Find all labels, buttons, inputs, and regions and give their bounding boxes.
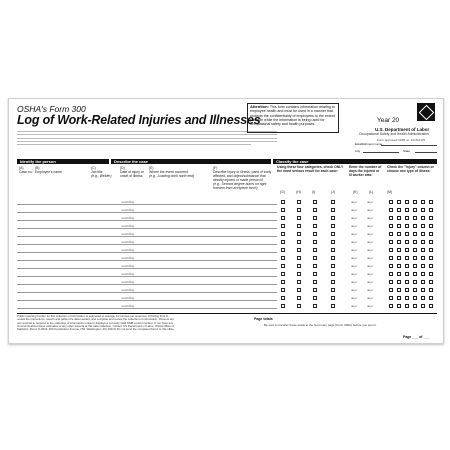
classify-checkbox[interactable] xyxy=(331,256,335,260)
classify-checkbox[interactable] xyxy=(331,280,335,284)
classify-checkbox[interactable] xyxy=(281,288,285,292)
illness-type-checkbox[interactable] xyxy=(397,232,401,236)
establishment-name-field[interactable] xyxy=(381,145,437,146)
form-title: Log of Work-Related Injuries and Illnesses xyxy=(17,113,261,127)
classify-checkbox[interactable] xyxy=(281,240,285,244)
days-unit: days xyxy=(351,216,357,220)
illness-type-checkbox[interactable] xyxy=(397,200,401,204)
illness-type-checkbox[interactable] xyxy=(429,224,433,228)
classify-checkbox[interactable] xyxy=(297,304,301,308)
classify-checkbox[interactable] xyxy=(297,224,301,228)
date-placeholder: month/day xyxy=(121,272,135,276)
days-unit: days xyxy=(351,200,357,204)
col-b-label: Employee's name xyxy=(35,170,62,174)
illness-type-checkbox[interactable] xyxy=(429,208,433,212)
table-row[interactable] xyxy=(17,236,277,237)
days-unit: days xyxy=(367,200,373,204)
classify-checkbox[interactable] xyxy=(313,224,317,228)
classify-checkbox[interactable] xyxy=(297,200,301,204)
col-c-hint: (e.g., Welder) xyxy=(91,174,112,178)
classify-checkbox[interactable] xyxy=(297,248,301,252)
days-unit: days xyxy=(367,224,373,228)
table-row[interactable] xyxy=(17,220,277,221)
table-row[interactable] xyxy=(17,228,277,229)
table-row[interactable] xyxy=(17,260,277,261)
illness-type-checkbox[interactable] xyxy=(421,200,425,204)
illness-type-checkbox[interactable] xyxy=(397,256,401,260)
illness-type-checkbox[interactable] xyxy=(413,216,417,220)
date-placeholder: month/day xyxy=(121,304,135,308)
page-totals-label: Page totals xyxy=(254,317,273,321)
classify-checkbox[interactable] xyxy=(331,216,335,220)
classify-checkbox[interactable] xyxy=(297,240,301,244)
classify-checkbox[interactable] xyxy=(281,248,285,252)
illness-type-checkbox[interactable] xyxy=(421,216,425,220)
date-placeholder: month/day xyxy=(121,216,135,220)
col-e-letter: (E) xyxy=(149,166,154,170)
classify-checkbox[interactable] xyxy=(331,296,335,300)
illness-type-checkbox[interactable] xyxy=(389,264,393,268)
illness-type-checkbox[interactable] xyxy=(397,224,401,228)
days-unit: days xyxy=(367,288,373,292)
days-unit: days xyxy=(367,280,373,284)
days-unit: days xyxy=(351,304,357,308)
classify-checkbox[interactable] xyxy=(331,232,335,236)
days-unit: days xyxy=(367,248,373,252)
col-f-letter: (F) xyxy=(213,166,218,170)
days-unit: days xyxy=(351,224,357,228)
illness-type-checkbox[interactable] xyxy=(421,296,425,300)
illness-type-checkbox[interactable] xyxy=(397,288,401,292)
illness-type-checkbox[interactable] xyxy=(405,200,409,204)
classify-note: Using these four categories, check ONLY the most serious result for each case: xyxy=(277,165,344,173)
illness-type-checkbox[interactable] xyxy=(405,272,409,276)
table-row[interactable] xyxy=(17,212,277,213)
illness-type-checkbox[interactable] xyxy=(413,240,417,244)
illness-type-checkbox[interactable] xyxy=(421,208,425,212)
illness-type-checkbox[interactable] xyxy=(413,280,417,284)
classify-checkbox[interactable] xyxy=(313,256,317,260)
illness-type-checkbox[interactable] xyxy=(429,304,433,308)
illness-type-checkbox[interactable] xyxy=(413,208,417,212)
table-row[interactable] xyxy=(17,268,277,269)
classify-checkbox[interactable] xyxy=(281,304,285,308)
department-name: U.S. Department of Labor xyxy=(375,127,430,132)
illness-type-checkbox[interactable] xyxy=(405,232,409,236)
attention-box xyxy=(247,103,339,133)
days-unit: days xyxy=(351,296,357,300)
col-f-label: Describe injury or illness, parts of body affected, and object/substance that directly injured or made person ill xyxy=(213,170,272,182)
classify-checkbox[interactable] xyxy=(331,240,335,244)
form-number: OSHA's Form 300 xyxy=(17,104,86,114)
illness-type-checkbox[interactable] xyxy=(405,256,409,260)
illness-type-checkbox[interactable] xyxy=(429,216,433,220)
days-unit: days xyxy=(367,216,373,220)
illness-type-checkbox[interactable] xyxy=(413,288,417,292)
illness-type-checkbox[interactable] xyxy=(389,256,393,260)
col-c-label: Job title xyxy=(91,170,103,174)
illness-type-checkbox[interactable] xyxy=(429,248,433,252)
date-placeholder: month/day xyxy=(121,208,135,212)
date-placeholder: month/day xyxy=(121,256,135,260)
illness-type-checkbox[interactable] xyxy=(421,288,425,292)
col-e-label: Where the event occurred xyxy=(149,170,189,174)
city-field[interactable] xyxy=(363,152,399,153)
classify-checkbox[interactable] xyxy=(281,208,285,212)
table-row[interactable] xyxy=(17,252,277,253)
classify-checkbox[interactable] xyxy=(297,288,301,292)
illness-type-checkbox[interactable] xyxy=(405,248,409,252)
illness-type-checkbox[interactable] xyxy=(389,248,393,252)
illness-type-checkbox[interactable] xyxy=(429,232,433,236)
col-b-letter: (B) xyxy=(35,166,40,170)
col-m-letter: (M) xyxy=(387,190,393,194)
illness-type-checkbox[interactable] xyxy=(389,224,393,228)
classify-checkbox[interactable] xyxy=(281,264,285,268)
illness-type-checkbox[interactable] xyxy=(389,208,393,212)
illness-type-checkbox[interactable] xyxy=(389,216,393,220)
section-classify: Classify the case xyxy=(273,159,437,164)
state-label: State xyxy=(403,149,411,153)
date-placeholder: month/day xyxy=(121,296,135,300)
illness-type-checkbox[interactable] xyxy=(389,304,393,308)
form-approved: Form approved OMB no. 1218-0176 xyxy=(377,138,426,142)
illness-type-checkbox[interactable] xyxy=(405,288,409,292)
illness-type-checkbox[interactable] xyxy=(429,264,433,268)
illness-type-checkbox[interactable] xyxy=(397,208,401,212)
illness-type-checkbox[interactable] xyxy=(405,208,409,212)
classify-checkbox[interactable] xyxy=(331,248,335,252)
table-row[interactable] xyxy=(17,244,277,245)
illness-type-checkbox[interactable] xyxy=(429,240,433,244)
days-unit: days xyxy=(351,208,357,212)
table-row[interactable] xyxy=(17,300,277,301)
illness-type-checkbox[interactable] xyxy=(389,200,393,204)
classify-checkbox[interactable] xyxy=(313,304,317,308)
days-unit: days xyxy=(351,280,357,284)
classify-checkbox[interactable] xyxy=(297,296,301,300)
illness-type-checkbox[interactable] xyxy=(397,280,401,284)
classify-checkbox[interactable] xyxy=(281,256,285,260)
illness-type-checkbox[interactable] xyxy=(405,264,409,268)
date-placeholder: month/day xyxy=(121,248,135,252)
agency-name: Occupational Safety and Health Administration xyxy=(359,132,429,136)
illness-type-checkbox[interactable] xyxy=(397,304,401,308)
illness-type-checkbox[interactable] xyxy=(389,288,393,292)
classify-checkbox[interactable] xyxy=(281,272,285,276)
illness-type-checkbox[interactable] xyxy=(413,200,417,204)
illness-type-checkbox[interactable] xyxy=(429,200,433,204)
table-row[interactable] xyxy=(17,292,277,293)
attention-text: This form contains information relating to employee health and must be used in a manner that protects the confidentiality of employees to the extent possible while the information is being used for occupational safety and health purposes. xyxy=(250,105,335,127)
illness-type-checkbox[interactable] xyxy=(397,296,401,300)
classify-checkbox[interactable] xyxy=(297,280,301,284)
classify-checkbox[interactable] xyxy=(281,232,285,236)
illness-type-checkbox[interactable] xyxy=(397,272,401,276)
illness-type-checkbox[interactable] xyxy=(429,280,433,284)
illness-type-checkbox[interactable] xyxy=(413,272,417,276)
classify-checkbox[interactable] xyxy=(313,232,317,236)
illness-type-checkbox[interactable] xyxy=(429,288,433,292)
classify-checkbox[interactable] xyxy=(313,264,317,268)
illness-type-checkbox[interactable] xyxy=(421,280,425,284)
illness-type-checkbox[interactable] xyxy=(397,264,401,268)
illness-type-checkbox[interactable] xyxy=(405,240,409,244)
illness-type-checkbox[interactable] xyxy=(413,296,417,300)
days-unit: days xyxy=(351,272,357,276)
classify-checkbox[interactable] xyxy=(281,200,285,204)
col-a-label: Case no. xyxy=(19,170,33,174)
days-unit: days xyxy=(367,240,373,244)
classify-checkbox[interactable] xyxy=(331,288,335,292)
classify-checkbox[interactable] xyxy=(281,296,285,300)
intro-text-block xyxy=(17,129,277,147)
days-unit: days xyxy=(367,296,373,300)
col-d-letter: (D) xyxy=(120,166,125,170)
classify-checkbox[interactable] xyxy=(331,208,335,212)
date-placeholder: month/day xyxy=(121,200,135,204)
illness-type-checkbox[interactable] xyxy=(389,280,393,284)
illness-type-checkbox[interactable] xyxy=(413,248,417,252)
classify-checkbox[interactable] xyxy=(297,256,301,260)
col-f-hint: (e.g., Second degree burns on right forearm from acetylene torch) xyxy=(213,182,267,190)
days-unit: days xyxy=(351,264,357,268)
illness-type-checkbox[interactable] xyxy=(405,280,409,284)
illness-type-checkbox[interactable] xyxy=(405,296,409,300)
classify-checkbox[interactable] xyxy=(331,200,335,204)
classify-checkbox[interactable] xyxy=(297,232,301,236)
illness-type-checkbox[interactable] xyxy=(421,304,425,308)
classify-checkbox[interactable] xyxy=(313,208,317,212)
classify-checkbox[interactable] xyxy=(331,264,335,268)
section-identify: Identify the person xyxy=(17,159,109,164)
classify-checkbox[interactable] xyxy=(313,200,317,204)
illness-type-checkbox[interactable] xyxy=(421,224,425,228)
date-placeholder: month/day xyxy=(121,232,135,236)
osha-form-sheet xyxy=(8,98,444,344)
illness-type-checkbox[interactable] xyxy=(413,232,417,236)
classify-checkbox[interactable] xyxy=(313,248,317,252)
table-row[interactable] xyxy=(17,204,277,205)
illness-type-checkbox[interactable] xyxy=(429,296,433,300)
illness-type-checkbox[interactable] xyxy=(413,256,417,260)
date-placeholder: month/day xyxy=(121,288,135,292)
days-unit: days xyxy=(367,256,373,260)
classify-checkbox[interactable] xyxy=(313,280,317,284)
col-j-letter: (J) xyxy=(331,190,335,194)
illness-type-checkbox[interactable] xyxy=(421,256,425,260)
illness-type-checkbox[interactable] xyxy=(397,240,401,244)
illness-type-checkbox[interactable] xyxy=(413,264,417,268)
classify-checkbox[interactable] xyxy=(331,224,335,228)
days-unit: days xyxy=(351,288,357,292)
table-row[interactable] xyxy=(17,276,277,277)
illness-type-checkbox[interactable] xyxy=(405,216,409,220)
year-label: Year 20 xyxy=(377,117,400,124)
days-unit: days xyxy=(367,304,373,308)
illness-type-checkbox[interactable] xyxy=(413,304,417,308)
col-c-letter: (C) xyxy=(91,166,96,170)
classify-checkbox[interactable] xyxy=(313,288,317,292)
table-row[interactable] xyxy=(17,308,277,309)
date-placeholder: month/day xyxy=(121,264,135,268)
illness-type-checkbox[interactable] xyxy=(413,224,417,228)
illness-type-checkbox[interactable] xyxy=(421,272,425,276)
illness-type-checkbox[interactable] xyxy=(389,232,393,236)
days-note: Enter the number of days the injured or ill worker was: xyxy=(349,165,382,177)
illness-type-checkbox[interactable] xyxy=(405,224,409,228)
date-placeholder: month/day xyxy=(121,240,135,244)
illness-type-checkbox[interactable] xyxy=(429,272,433,276)
classify-checkbox[interactable] xyxy=(297,264,301,268)
illness-type-checkbox[interactable] xyxy=(389,240,393,244)
col-h-letter: (H) xyxy=(296,190,301,194)
date-placeholder: month/day xyxy=(121,280,135,284)
public-reporting-text: Public reporting burden for this collection of information is estimated to average 14 minutes per response, including time to review the instructions, search and gather the data needed, and complete and review the collection of information. Persons are not required to respond to the collection of information unless it displays a currently valid OMB control number. If you have any comments about these estimates or any other aspects of this data collection, contact: US Department of Labor, OSHA Office of Statistics, Room N-3644, 200 Constitution Avenue, NW, Washington, DC 20210. Do not send the completed forms to this office. xyxy=(17,314,175,332)
illness-type-checkbox[interactable] xyxy=(421,248,425,252)
days-unit: days xyxy=(351,248,357,252)
illness-type-checkbox[interactable] xyxy=(389,296,393,300)
classify-checkbox[interactable] xyxy=(281,216,285,220)
table-row[interactable] xyxy=(17,284,277,285)
col-k-letter: (K) xyxy=(353,190,358,194)
injury-note: Check the "Injury" column or choose one type of illness: xyxy=(387,165,434,173)
classify-checkbox[interactable] xyxy=(331,304,335,308)
classify-checkbox[interactable] xyxy=(281,280,285,284)
classify-checkbox[interactable] xyxy=(297,208,301,212)
col-d-label: Date of injury or onset of illness xyxy=(120,170,144,178)
col-l-letter: (L) xyxy=(369,190,374,194)
page-totals-note: Be sure to transfer these totals to the Summary page (Form 300A) before you post it. xyxy=(264,323,377,327)
illness-type-checkbox[interactable] xyxy=(421,240,425,244)
illness-type-checkbox[interactable] xyxy=(421,232,425,236)
illness-type-checkbox[interactable] xyxy=(397,248,401,252)
illness-type-checkbox[interactable] xyxy=(405,304,409,308)
classify-checkbox[interactable] xyxy=(313,296,317,300)
establishment-name-label: Establishment name xyxy=(355,142,383,146)
days-unit: days xyxy=(351,232,357,236)
section-describe: Describe the case xyxy=(111,159,271,164)
illness-type-checkbox[interactable] xyxy=(389,272,393,276)
classify-checkbox[interactable] xyxy=(297,216,301,220)
col-e-hint: (e.g., Loading dock north end) xyxy=(149,174,195,178)
days-unit: days xyxy=(367,208,373,212)
days-unit: days xyxy=(367,264,373,268)
city-label: City xyxy=(355,149,361,153)
classify-checkbox[interactable] xyxy=(331,272,335,276)
dol-logo-icon xyxy=(417,103,435,121)
classify-checkbox[interactable] xyxy=(281,224,285,228)
illness-type-checkbox[interactable] xyxy=(397,216,401,220)
days-unit: days xyxy=(367,272,373,276)
illness-type-checkbox[interactable] xyxy=(429,256,433,260)
col-g-letter: (G) xyxy=(280,190,285,194)
classify-checkbox[interactable] xyxy=(297,272,301,276)
date-placeholder: month/day xyxy=(121,224,135,228)
attention-label: Attention: xyxy=(250,104,269,109)
days-unit: days xyxy=(351,256,357,260)
days-unit: days xyxy=(351,240,357,244)
state-field[interactable] xyxy=(415,152,437,153)
days-unit: days xyxy=(367,232,373,236)
classify-checkbox[interactable] xyxy=(313,272,317,276)
col-i-letter: (I) xyxy=(312,190,316,194)
classify-checkbox[interactable] xyxy=(313,216,317,220)
page-number: Page ___ of ___ xyxy=(403,335,430,339)
col-a-letter: (A) xyxy=(19,166,24,170)
illness-type-checkbox[interactable] xyxy=(421,264,425,268)
classify-checkbox[interactable] xyxy=(313,240,317,244)
